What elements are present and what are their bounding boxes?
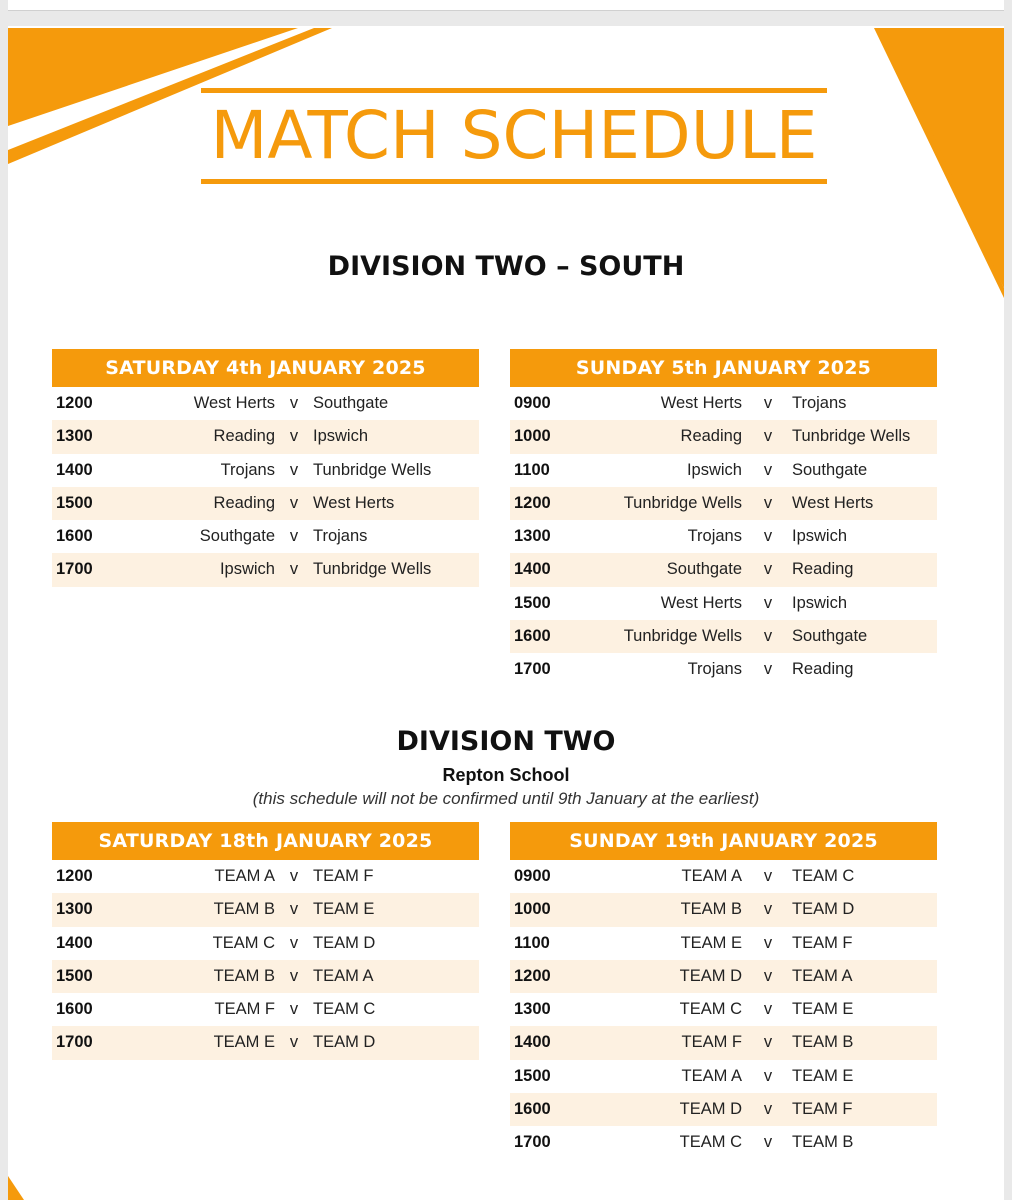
home-team: TEAM F bbox=[214, 1000, 275, 1019]
repton-saturday-table bbox=[52, 822, 479, 1060]
versus-label: v bbox=[763, 1033, 773, 1052]
match-time: 1600 bbox=[514, 627, 551, 646]
versus-label: v bbox=[289, 427, 299, 446]
versus-label: v bbox=[763, 627, 773, 646]
versus-label: v bbox=[289, 966, 299, 985]
away-team: Tunbridge Wells bbox=[313, 560, 432, 579]
repton-sunday-table bbox=[510, 822, 937, 1160]
division-south-heading: DIVISION TWO – SOUTH bbox=[327, 251, 685, 282]
home-team: Ipswich bbox=[219, 560, 275, 579]
match-row bbox=[510, 653, 937, 686]
away-team: Trojans bbox=[792, 394, 847, 412]
away-team: TEAM B bbox=[792, 1033, 854, 1052]
home-team: Trojans bbox=[687, 660, 742, 679]
away-team: TEAM E bbox=[792, 1066, 854, 1085]
match-row bbox=[510, 960, 937, 993]
match-row bbox=[52, 520, 479, 553]
versus-label: v bbox=[763, 493, 773, 512]
versus-label: v bbox=[289, 527, 299, 546]
versus-label: v bbox=[763, 593, 773, 612]
away-team: TEAM E bbox=[313, 900, 375, 919]
versus-label: v bbox=[763, 394, 773, 412]
versus-label: v bbox=[763, 900, 773, 919]
match-row bbox=[52, 993, 479, 1026]
away-team: TEAM F bbox=[792, 1100, 853, 1119]
match-time: 1500 bbox=[56, 966, 93, 985]
away-team: Southgate bbox=[792, 460, 868, 479]
versus-label: v bbox=[289, 394, 299, 412]
match-row bbox=[52, 487, 479, 520]
south-saturday-table bbox=[52, 349, 479, 587]
match-time: 1700 bbox=[514, 660, 551, 679]
home-team: Tunbridge Wells bbox=[623, 627, 742, 646]
match-time: 1700 bbox=[56, 1033, 93, 1052]
match-row bbox=[510, 1126, 937, 1159]
home-team: TEAM B bbox=[680, 900, 742, 919]
home-team: Reading bbox=[213, 427, 275, 446]
match-time: 1700 bbox=[514, 1133, 551, 1152]
match-time: 1500 bbox=[514, 593, 551, 612]
south-sunday-header: SUNDAY 5th JANUARY 2025 bbox=[510, 349, 937, 387]
away-team: Ipswich bbox=[313, 427, 369, 446]
versus-label: v bbox=[289, 933, 299, 952]
top-page-strip bbox=[8, 0, 1004, 11]
match-time: 1300 bbox=[56, 427, 93, 446]
home-team: Reading bbox=[213, 493, 275, 512]
away-team: West Herts bbox=[792, 493, 874, 512]
home-team: TEAM A bbox=[681, 867, 742, 885]
home-team: TEAM C bbox=[679, 1133, 742, 1152]
match-row bbox=[510, 487, 937, 520]
page-title: MATCH SCHEDULE bbox=[210, 97, 818, 174]
home-team: TEAM E bbox=[680, 933, 742, 952]
home-team: TEAM B bbox=[213, 966, 275, 985]
versus-label: v bbox=[763, 1100, 773, 1119]
versus-label: v bbox=[763, 966, 773, 985]
match-time: 1300 bbox=[514, 527, 551, 546]
south-sunday-table bbox=[510, 349, 937, 687]
match-time: 1400 bbox=[56, 933, 93, 952]
home-team: TEAM D bbox=[679, 966, 742, 985]
match-time: 1300 bbox=[514, 1000, 551, 1019]
match-row bbox=[510, 454, 937, 487]
match-row bbox=[510, 993, 937, 1026]
match-row bbox=[510, 1026, 937, 1059]
home-team: Trojans bbox=[220, 460, 275, 479]
match-time: 1100 bbox=[514, 460, 550, 479]
match-time: 1200 bbox=[56, 867, 93, 885]
match-time: 1500 bbox=[56, 493, 93, 512]
match-row bbox=[52, 387, 479, 420]
home-team: Reading bbox=[680, 427, 742, 446]
match-row bbox=[52, 927, 479, 960]
away-team: TEAM E bbox=[792, 1000, 854, 1019]
match-time: 1500 bbox=[514, 1066, 551, 1085]
match-row bbox=[510, 1060, 937, 1093]
match-time: 1200 bbox=[514, 966, 551, 985]
home-team: West Herts bbox=[193, 394, 275, 412]
title-frame bbox=[201, 88, 827, 184]
match-time: 1600 bbox=[514, 1100, 551, 1119]
versus-label: v bbox=[763, 1133, 773, 1152]
division-two-heading: DIVISION TWO bbox=[396, 726, 616, 757]
home-team: TEAM C bbox=[679, 1000, 742, 1019]
south-saturday-header: SATURDAY 4th JANUARY 2025 bbox=[52, 349, 479, 387]
match-row bbox=[510, 520, 937, 553]
away-team: Southgate bbox=[792, 627, 868, 646]
away-team: Trojans bbox=[313, 527, 368, 546]
match-row bbox=[52, 893, 479, 926]
match-row bbox=[510, 927, 937, 960]
match-row bbox=[510, 1093, 937, 1126]
match-time: 1100 bbox=[514, 933, 550, 952]
away-team: Tunbridge Wells bbox=[313, 460, 432, 479]
versus-label: v bbox=[763, 427, 773, 446]
away-team: TEAM F bbox=[792, 933, 853, 952]
match-row bbox=[510, 587, 937, 620]
versus-label: v bbox=[763, 660, 773, 679]
venue-label: Repton School bbox=[442, 765, 570, 785]
home-team: Ipswich bbox=[686, 460, 742, 479]
versus-label: v bbox=[763, 933, 773, 952]
match-row bbox=[510, 860, 937, 893]
away-team: Ipswich bbox=[792, 527, 848, 546]
match-row bbox=[510, 420, 937, 453]
home-team: TEAM C bbox=[212, 933, 275, 952]
match-time: 0900 bbox=[514, 867, 551, 885]
versus-label: v bbox=[289, 900, 299, 919]
away-team: TEAM C bbox=[313, 1000, 376, 1019]
repton-saturday-header: SATURDAY 18th JANUARY 2025 bbox=[52, 822, 479, 860]
match-time: 1300 bbox=[56, 900, 93, 919]
versus-label: v bbox=[763, 527, 773, 546]
match-row bbox=[52, 1026, 479, 1059]
versus-label: v bbox=[763, 560, 773, 579]
away-team: TEAM B bbox=[792, 1133, 854, 1152]
versus-label: v bbox=[763, 867, 773, 885]
home-team: West Herts bbox=[660, 593, 742, 612]
match-time: 1600 bbox=[56, 1000, 93, 1019]
match-row bbox=[52, 454, 479, 487]
match-row bbox=[510, 387, 937, 420]
away-team: TEAM F bbox=[313, 867, 374, 885]
away-team: Reading bbox=[792, 660, 854, 679]
away-team: Tunbridge Wells bbox=[792, 427, 911, 446]
home-team: TEAM F bbox=[681, 1033, 742, 1052]
versus-label: v bbox=[289, 1033, 299, 1052]
away-team: TEAM C bbox=[792, 867, 855, 885]
away-team: Reading bbox=[792, 560, 854, 579]
away-team: TEAM D bbox=[313, 933, 376, 952]
match-row bbox=[52, 860, 479, 893]
versus-label: v bbox=[289, 493, 299, 512]
versus-label: v bbox=[763, 1000, 773, 1019]
bottom-left-stripe bbox=[8, 1176, 24, 1200]
versus-label: v bbox=[289, 560, 299, 579]
schedule-page bbox=[8, 26, 1004, 1200]
match-row bbox=[510, 553, 937, 586]
away-team: TEAM D bbox=[792, 900, 855, 919]
match-time: 1200 bbox=[56, 394, 93, 412]
match-row bbox=[52, 960, 479, 993]
match-time: 0900 bbox=[514, 394, 551, 412]
match-time: 1600 bbox=[56, 527, 93, 546]
home-team: Southgate bbox=[199, 527, 275, 546]
match-row bbox=[510, 893, 937, 926]
home-team: TEAM A bbox=[681, 1066, 742, 1085]
home-team: TEAM A bbox=[214, 867, 275, 885]
away-team: Southgate bbox=[313, 394, 389, 412]
versus-label: v bbox=[289, 1000, 299, 1019]
away-team: Ipswich bbox=[792, 593, 848, 612]
home-team: TEAM E bbox=[213, 1033, 275, 1052]
away-team: TEAM A bbox=[313, 966, 374, 985]
match-row bbox=[510, 620, 937, 653]
match-row bbox=[52, 553, 479, 586]
away-team: West Herts bbox=[313, 493, 395, 512]
match-row bbox=[52, 420, 479, 453]
repton-sunday-header: SUNDAY 19th JANUARY 2025 bbox=[510, 822, 937, 860]
home-team: West Herts bbox=[660, 394, 742, 412]
match-time: 1700 bbox=[56, 560, 93, 579]
match-time: 1000 bbox=[514, 900, 551, 919]
versus-label: v bbox=[289, 867, 299, 885]
match-time: 1200 bbox=[514, 493, 551, 512]
versus-label: v bbox=[289, 460, 299, 479]
match-time: 1400 bbox=[514, 1033, 551, 1052]
match-time: 1400 bbox=[514, 560, 551, 579]
versus-label: v bbox=[763, 1066, 773, 1085]
confirmation-note: (this schedule will not be confirmed until 9th January at the earliest) bbox=[252, 789, 760, 808]
away-team: TEAM A bbox=[792, 966, 853, 985]
home-team: Southgate bbox=[666, 560, 742, 579]
home-team: Trojans bbox=[687, 527, 742, 546]
home-team: Tunbridge Wells bbox=[623, 493, 742, 512]
match-time: 1400 bbox=[56, 460, 93, 479]
versus-label: v bbox=[763, 460, 773, 479]
home-team: TEAM D bbox=[679, 1100, 742, 1119]
match-time: 1000 bbox=[514, 427, 551, 446]
home-team: TEAM B bbox=[213, 900, 275, 919]
away-team: TEAM D bbox=[313, 1033, 376, 1052]
